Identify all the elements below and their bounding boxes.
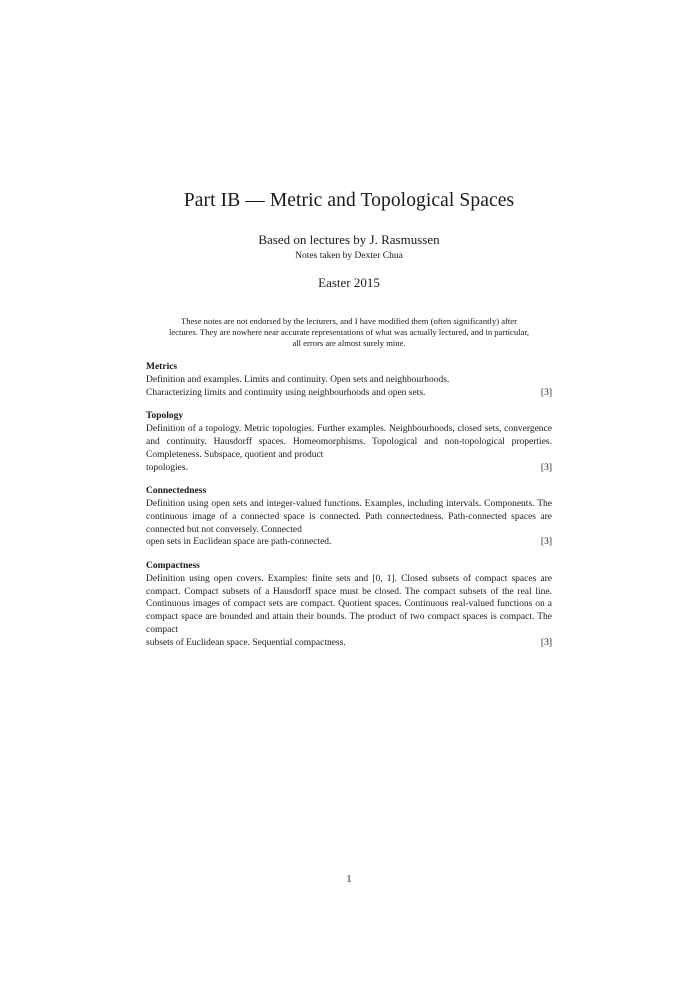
section-heading: Topology <box>146 411 184 422</box>
notes-author-line: Notes taken by Dexter Chua <box>295 251 403 261</box>
section-body: Definition using open covers. Examples: finite sets and [0, 1]. Closed subsets of compact spaces are compact. Compact subsets of a Hausdorff space must be closed. The compact subsets of the real line. Continuous images of compact sets are compact. Quotient spaces. Continuous real-valued functions on a compact space are bounded and attain their bounds. The product of two compact spaces is compact. The compact <box>146 574 552 635</box>
section-topology <box>146 410 552 474</box>
section-last-line <box>146 462 552 475</box>
document-title: Part IB — Metric and Topological Spaces <box>183 190 515 211</box>
section-body: Definition of a topology. Metric topologies. Further examples. Neighbourhoods, closed sets, convergence and continuity. Hausdorff spaces. Homeomorphisms. Topological and non-topological properties. Completeness. Subspace, quotient and product <box>146 424 552 460</box>
section-last-line <box>146 536 552 549</box>
section-metrics <box>146 361 552 399</box>
lecture-count: [3] <box>540 387 552 398</box>
section-last-text: Characterizing limits and continuity using neighbourhoods and open sets. <box>146 387 426 398</box>
section-body: Definition using open sets and integer-valued functions. Examples, including intervals. Components. The continuous image of a connected space is connected. Path connectedness. Path-connected spaces are connected but not conversely. Connected <box>146 499 552 535</box>
document-page <box>146 0 552 992</box>
section-last-text: topologies. <box>146 462 188 473</box>
syllabus-sections <box>146 361 552 660</box>
section-compactness <box>146 560 552 649</box>
section-heading: Metrics <box>146 362 178 372</box>
section-heading: Connectedness <box>146 486 207 497</box>
lecture-count: [3] <box>540 537 552 548</box>
section-last-line <box>146 637 552 650</box>
section-last-text: open sets in Euclidean space are path-connected. <box>146 537 332 548</box>
lecture-count: [3] <box>540 637 552 648</box>
section-last-line <box>146 387 552 400</box>
section-body: Definition and examples. Limits and continuity. Open sets and neighbourhoods. <box>146 375 450 385</box>
section-connectedness <box>146 485 552 549</box>
lecturer-line: Based on lectures by J. Rasmussen <box>258 232 440 247</box>
section-heading: Compactness <box>146 561 200 572</box>
term-line: Easter 2015 <box>318 275 380 290</box>
page-number: 1 <box>346 874 352 885</box>
lecture-count: [3] <box>540 462 552 473</box>
disclaimer-paragraph: These notes are not endorsed by the lecturers, and I have modified them (often significantly) after lectures. They are nowhere near accurate representations of what was actually lectured, and in particular, all errors are almost surely mine. <box>168 316 530 348</box>
section-last-text: subsets of Euclidean space. Sequential compactness. <box>146 637 346 648</box>
